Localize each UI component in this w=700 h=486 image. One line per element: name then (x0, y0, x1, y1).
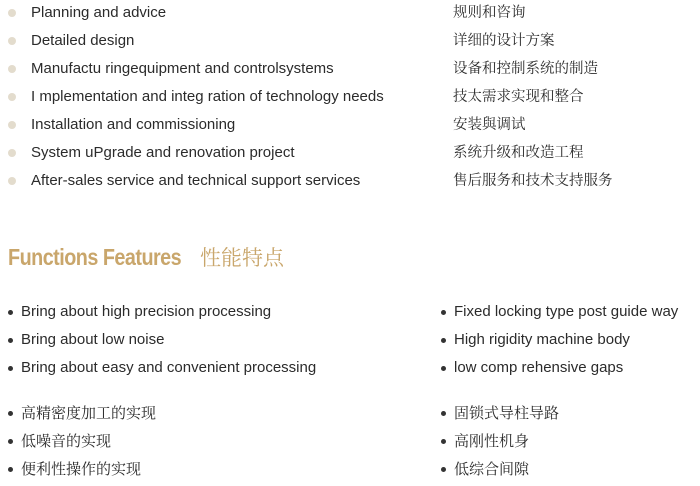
service-label: I mplementation and integ ration of technology needs (31, 88, 384, 105)
bullet-dot-icon (441, 439, 446, 444)
service-label: System uPgrade and renovation project (31, 144, 295, 161)
service-label: Detailed design (31, 32, 135, 49)
feature-item-zh (8, 402, 156, 430)
services-list-zh (453, 2, 613, 198)
features-list-right-en (441, 301, 678, 385)
bullet-dot-icon (441, 411, 446, 416)
service-item-zh: 规则和咨询 (453, 5, 526, 21)
service-item-implementation (8, 86, 384, 114)
features-section-title (8, 242, 284, 276)
service-label: Planning and advice (31, 4, 167, 21)
feature-item-zh (8, 430, 156, 458)
feature-item-zh (8, 458, 156, 486)
bullet-dot-icon (8, 366, 13, 371)
bullet-dot-icon (8, 467, 13, 472)
service-item-zh: 详细的设计方案 (453, 33, 555, 49)
bullet-dot-icon (8, 149, 16, 157)
service-label: After-sales service and technical support services (31, 172, 361, 189)
bullet-dot-icon (8, 411, 13, 416)
bullet-dot-icon (8, 338, 13, 343)
service-item-design (8, 30, 384, 58)
feature-label: 高刚性机身 (454, 432, 530, 450)
service-item-zh: 设备和控制系统的制造 (453, 61, 598, 77)
feature-label: low comp rehensive gaps (454, 359, 624, 376)
feature-item (8, 301, 316, 329)
bullet-dot-icon (441, 366, 446, 371)
feature-item-zh (441, 402, 559, 430)
feature-label: 便利性操作的实现 (21, 460, 142, 478)
bullet-dot-icon (441, 310, 446, 315)
feature-label: High rigidity machine body (454, 331, 630, 348)
service-item-planning (8, 2, 384, 30)
feature-label: 低噪音的实现 (21, 432, 112, 450)
service-item-after-sales (8, 170, 384, 198)
features-list-right-zh (441, 402, 559, 486)
feature-label: Bring about low noise (21, 331, 165, 348)
service-item-upgrade (8, 142, 384, 170)
feature-label: Bring about easy and convenient processing (21, 359, 317, 376)
service-item-zh: 系统升级和改造工程 (453, 145, 584, 161)
feature-item-zh (441, 430, 559, 458)
features-list-left-en (8, 301, 316, 385)
feature-item (441, 301, 678, 329)
bullet-dot-icon (8, 65, 16, 73)
service-item-zh: 安装與调试 (453, 117, 526, 133)
feature-item (8, 329, 316, 357)
feature-item-zh (441, 458, 559, 486)
feature-label: 低综合间隙 (454, 460, 530, 478)
features-title-zh: 性能特点 (200, 246, 284, 270)
feature-label: 固锁式导柱导路 (454, 404, 560, 422)
bullet-dot-icon (8, 121, 16, 129)
feature-item (441, 357, 678, 385)
bullet-dot-icon (441, 338, 446, 343)
bullet-dot-icon (8, 310, 13, 315)
service-label: Manufactu ringequipment and controlsystems (31, 60, 334, 77)
service-item-zh: 技太需求实现和整合 (453, 89, 584, 105)
feature-label: Bring about high precision processing (21, 303, 272, 320)
bullet-dot-icon (8, 9, 16, 17)
service-label: Installation and commissioning (31, 116, 236, 133)
feature-item (8, 357, 316, 385)
bullet-dot-icon (8, 177, 16, 185)
bullet-dot-icon (8, 93, 16, 101)
bullet-dot-icon (8, 37, 16, 45)
features-list-left-zh (8, 402, 156, 486)
bullet-dot-icon (441, 467, 446, 472)
service-item-zh: 售后服务和技术支持服务 (453, 173, 613, 189)
feature-label: 高精密度加工的实现 (21, 404, 157, 422)
bullet-dot-icon (8, 439, 13, 444)
feature-label: Fixed locking type post guide way (454, 303, 679, 320)
service-item-installation (8, 114, 384, 142)
services-list-en (8, 2, 384, 198)
feature-item (441, 329, 678, 357)
service-item-manufacturing (8, 58, 384, 86)
features-title-en: Functions Features (8, 244, 182, 270)
